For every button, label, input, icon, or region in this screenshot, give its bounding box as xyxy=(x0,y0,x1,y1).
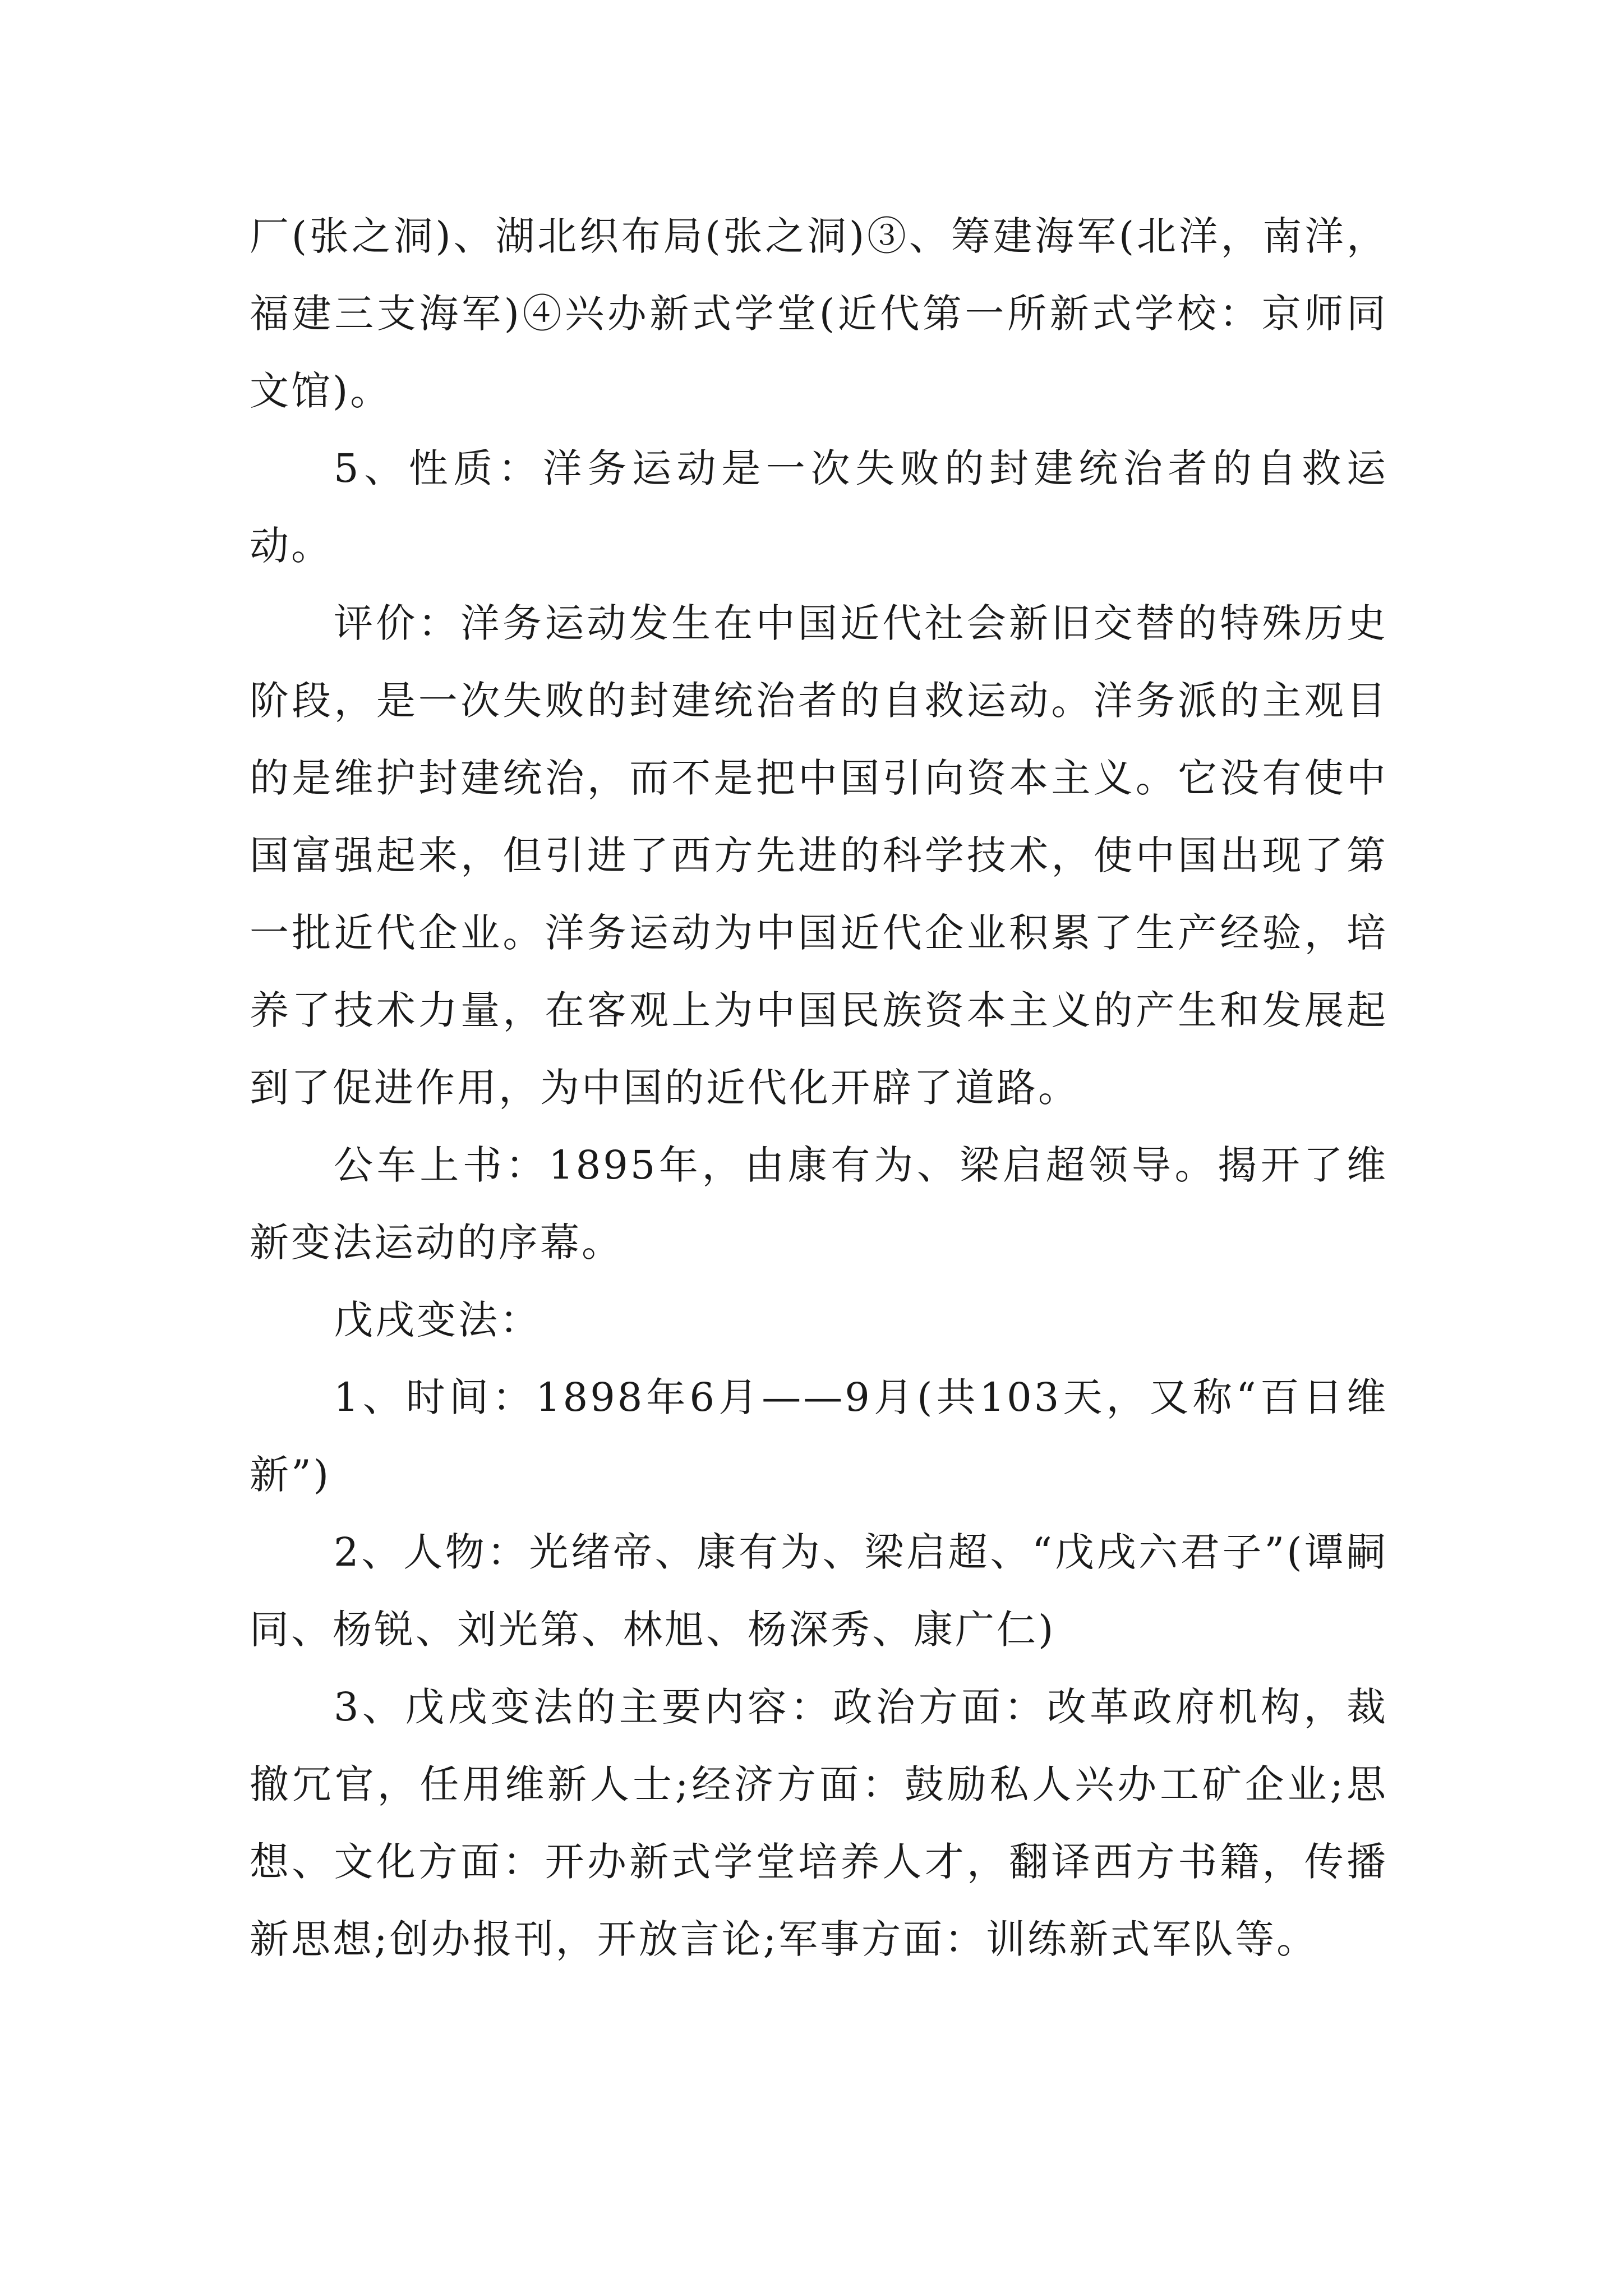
paragraph-wuxu-time: 1、时间：1898年6月——9月(共103天，又称“百日维新”) xyxy=(250,1374,1388,1498)
paragraph-yangwu-evaluation: 评价：洋务运动发生在中国近代社会新旧交替的特殊历史阶段，是一次失败的封建统治者的自救运动。洋务派的主观目的是维护封建统治，而不是把中国引向资本主义。它没有使中国富强起来，但引进了西方先进的科学技术，使中国出现了第一批近代企业。洋务运动为中国近代企业积累了生产经验，培养了技术力量，在客观上为中国民族资本主义的产生和发展起到了促进作用，为中国的近代化开辟了道路。 xyxy=(250,600,1388,1111)
paragraph-gongche-shangshu: 公车上书：1895年，由康有为、梁启超领导。揭开了维新变法运动的序幕。 xyxy=(250,1142,1388,1266)
paragraph-wuxu-people: 2、人物：光绪帝、康有为、梁启超、“戊戌六君子”(谭嗣同、杨锐、刘光第、林旭、杨深秀、康广仁) xyxy=(250,1529,1388,1653)
document-body xyxy=(250,197,1388,1978)
paragraph-wuxu-content: 3、戊戌变法的主要内容：政治方面：改革政府机构，裁撤冗官，任用维新人士;经济方面：鼓励私人兴办工矿企业;思想、文化方面：开办新式学堂培养人才，翻译西方书籍，传播新思想;创办报刊，开放言论;军事方面：训练新式军队等。 xyxy=(250,1684,1388,1962)
paragraph-yangwu-enterprises: 厂(张之洞)、湖北织布局(张之洞)③、筹建海军(北洋，南洋，福建三支海军)④兴办新式学堂(近代第一所新式学校：京师同文馆)。 xyxy=(250,213,1388,414)
paragraph-yangwu-nature: 5、性质：洋务运动是一次失败的封建统治者的自救运动。 xyxy=(250,445,1388,569)
paragraph-wuxu-heading: 戊戌变法： xyxy=(334,1297,541,1343)
